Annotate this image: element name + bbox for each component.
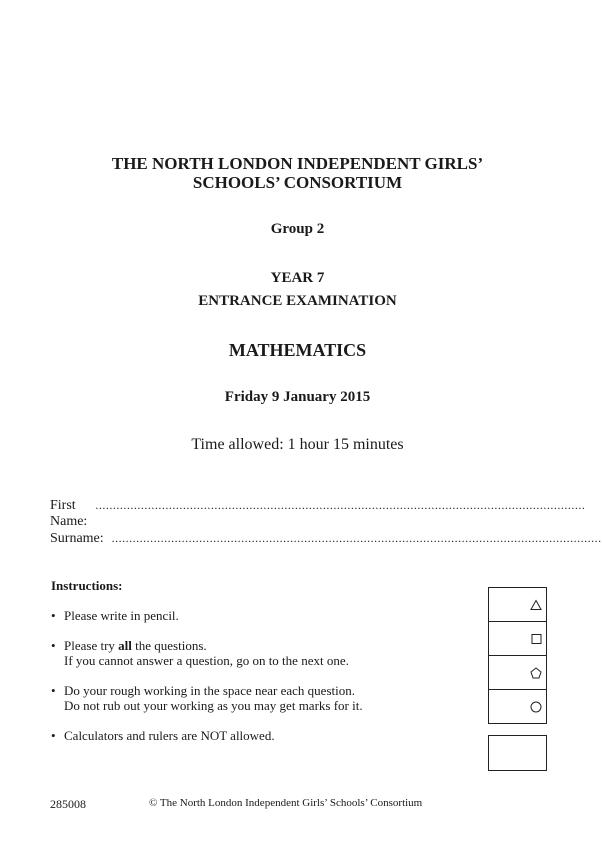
year-label: YEAR 7 (270, 270, 325, 286)
instruction-text-cont: Do not rub out your working as you may get marks for it. (64, 698, 363, 713)
instruction-item (51, 728, 275, 743)
first-name-field[interactable] (50, 498, 586, 530)
marks-table (488, 587, 547, 724)
pentagon-icon (530, 667, 542, 679)
paper-code: 285008 (50, 797, 86, 811)
marks-cell-pentagon[interactable] (489, 656, 546, 690)
instructions-heading: Instructions: (51, 578, 123, 593)
total-marks-box[interactable] (488, 735, 547, 771)
triangle-icon (530, 599, 542, 610)
instruction-item (51, 638, 349, 668)
square-icon (531, 633, 542, 644)
instruction-text: Please write in pencil. (64, 608, 179, 623)
instruction-item (51, 683, 363, 713)
first-name-label: First Name: (50, 498, 88, 529)
instruction-text-pre: Please try (64, 638, 119, 653)
bullet-icon: • (51, 638, 56, 653)
instruction-text-bold: all (118, 638, 132, 653)
exam-date: Friday 9 January 2015 (224, 389, 371, 405)
instruction-text-post: the questions. (131, 638, 207, 653)
surname-dotted-line[interactable]: ............................................................................................................................................ (111, 531, 602, 545)
marks-cell-square[interactable] (489, 622, 546, 656)
group-label: Group 2 (270, 221, 325, 237)
bullet-icon: • (51, 683, 56, 698)
exam-board-title (0, 154, 595, 192)
subject-title: MATHEMATICS (228, 340, 367, 360)
instruction-text: Calculators and rulers are NOT allowed. (64, 728, 275, 743)
copyright-notice: © The North London Independent Girls’ Schools’ Consortium (149, 797, 423, 809)
marks-cell-triangle[interactable] (489, 588, 546, 622)
time-allowed: Time allowed: 1 hour 15 minutes (191, 436, 404, 453)
bullet-icon: • (51, 728, 56, 743)
bullet-icon: • (51, 608, 56, 623)
surname-label: Surname: (50, 531, 104, 546)
marks-cell-circle[interactable] (489, 690, 546, 723)
surname-field[interactable] (50, 531, 602, 547)
instruction-item (51, 608, 179, 623)
circle-icon (530, 701, 542, 713)
instruction-text-cont: If you cannot answer a question, go on to the next one. (64, 653, 349, 668)
exam-label: ENTRANCE EXAMINATION (198, 293, 397, 309)
instruction-text: Do your rough working in the space near each question. (64, 683, 355, 698)
first-name-dotted-line[interactable]: ............................................................................................................................................ (95, 498, 586, 512)
title-line-2: SCHOOLS’ CONSORTIUM (192, 173, 403, 192)
title-line-1: THE NORTH LONDON INDEPENDENT GIRLS’ (111, 154, 484, 173)
